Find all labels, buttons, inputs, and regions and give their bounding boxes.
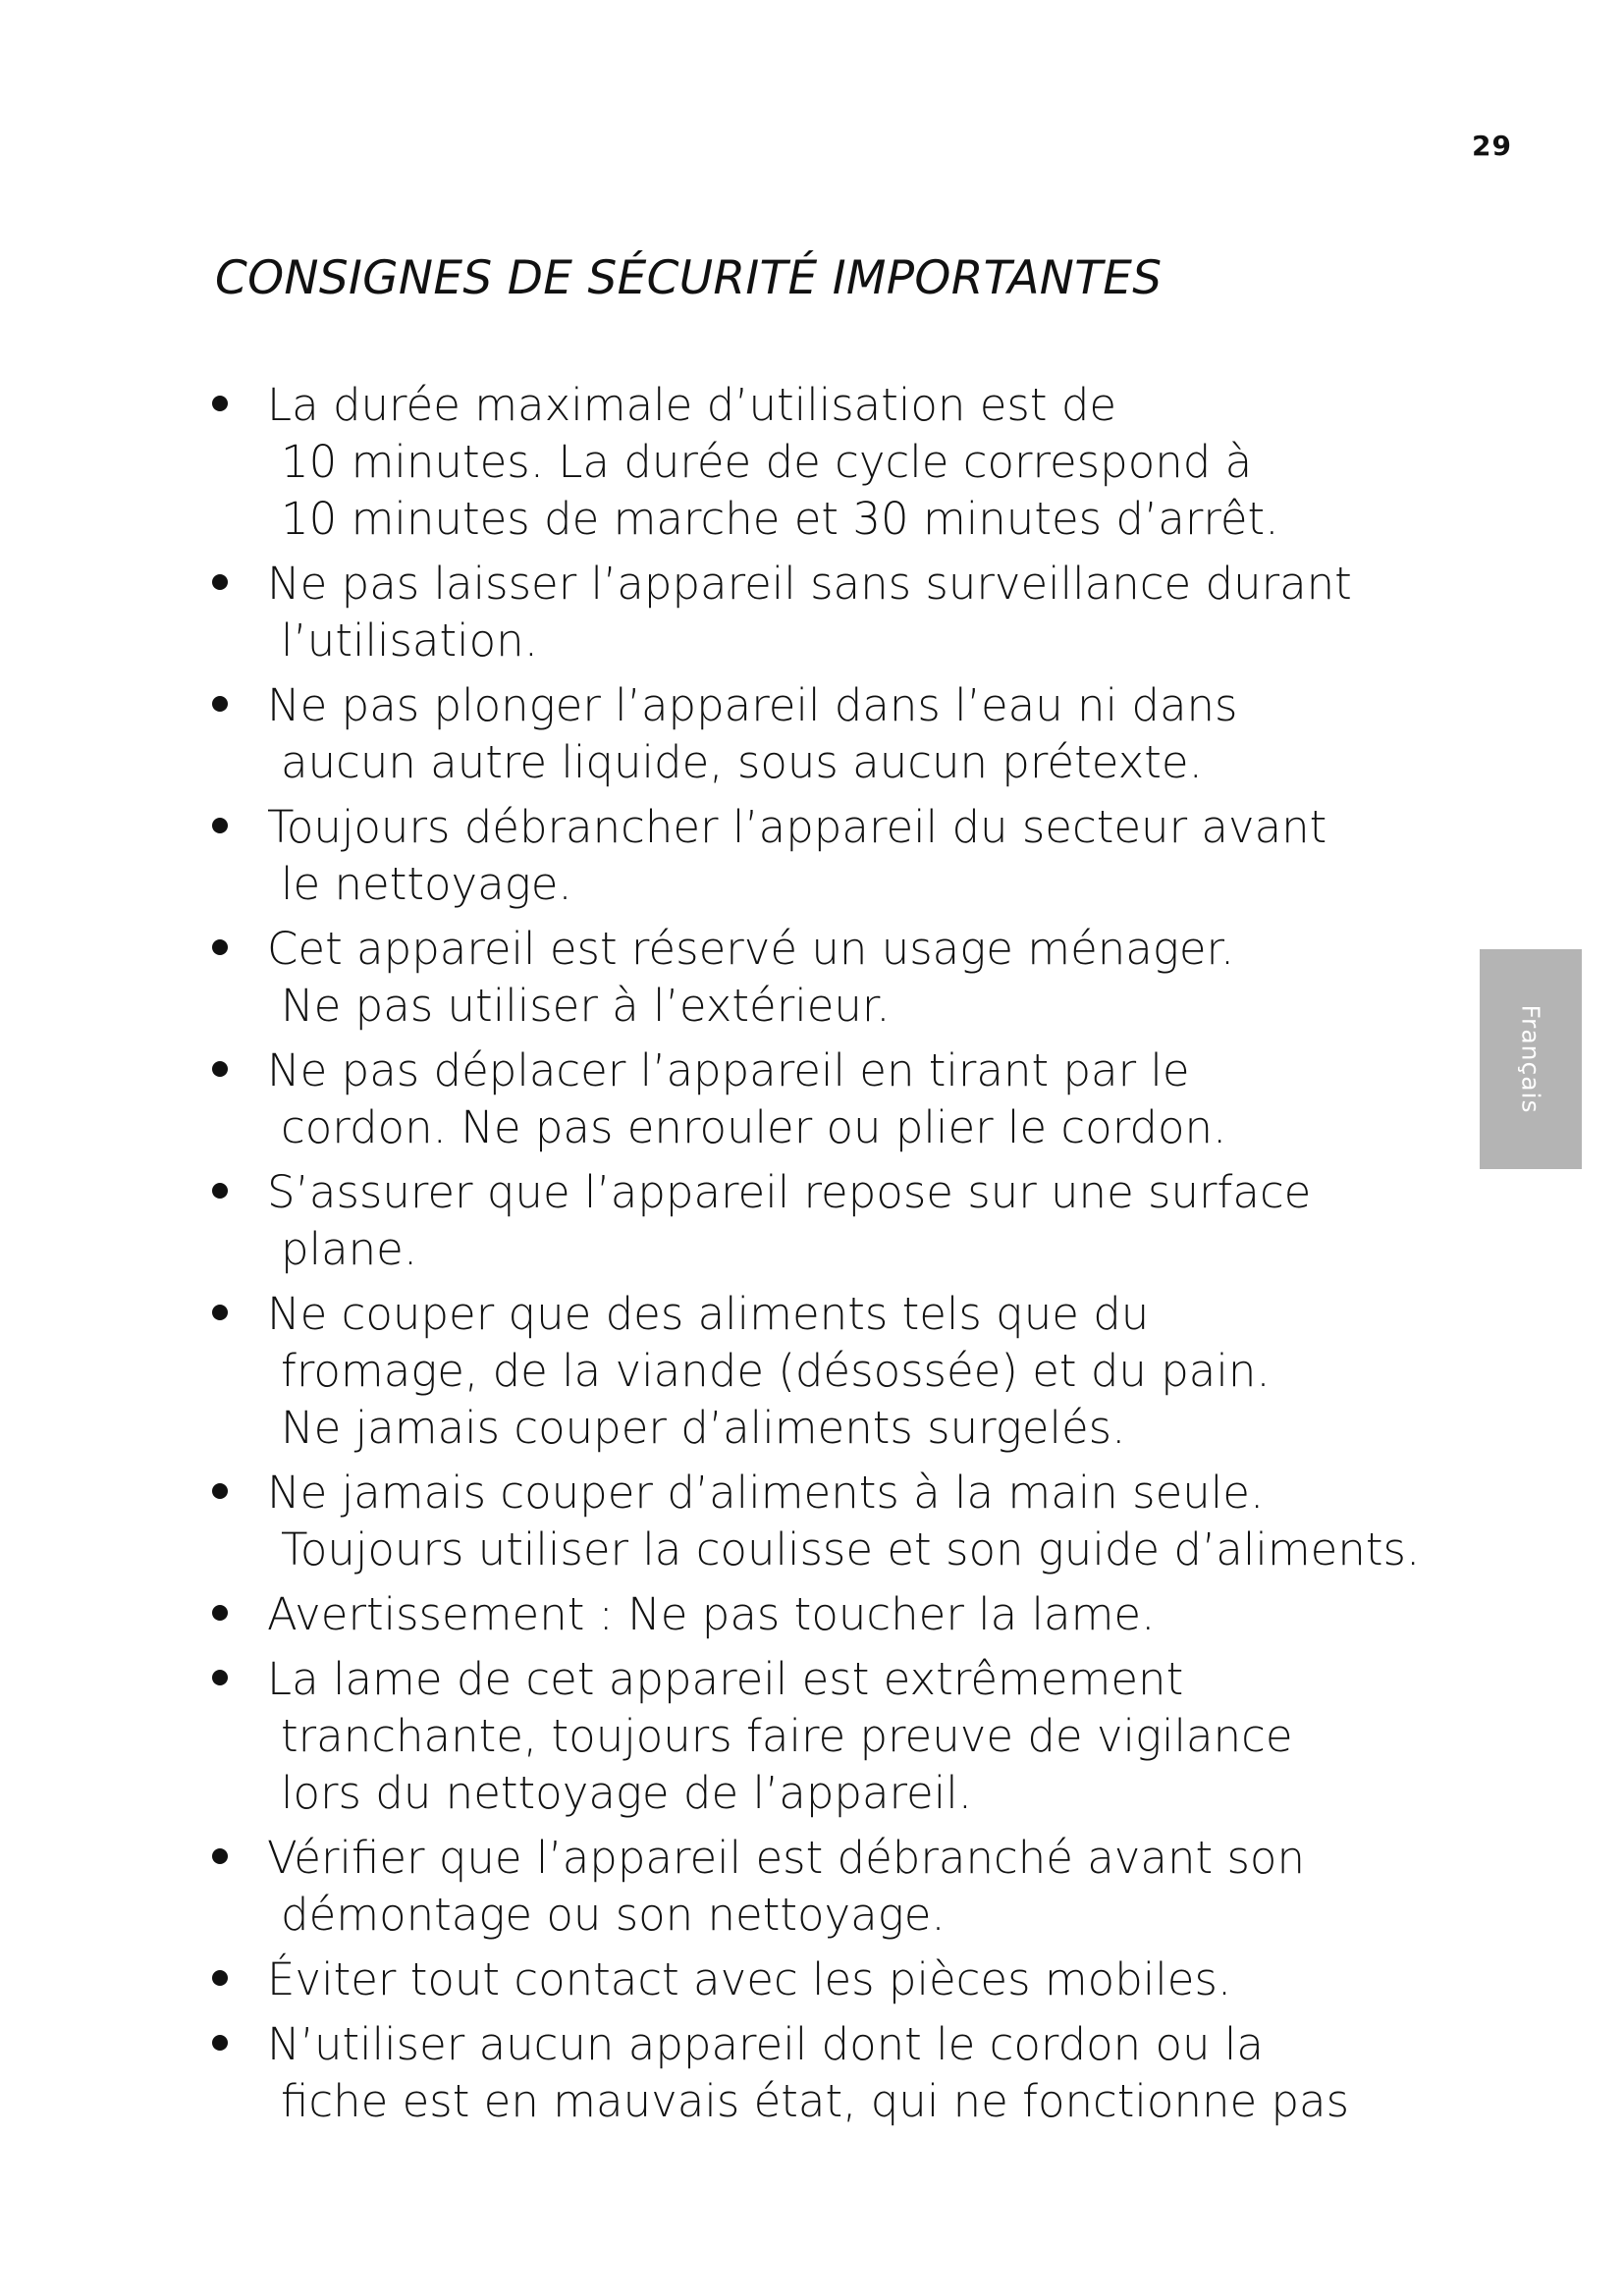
safety-list-item [206, 1164, 1443, 1278]
safety-list-item [206, 799, 1443, 913]
bullet-icon [212, 818, 228, 833]
bullet-icon [212, 396, 228, 411]
safety-item-line: l’utilisation. [281, 614, 539, 667]
safety-item-line: 10 minutes. La durée de cycle correspond à [281, 436, 1253, 488]
safety-item-line: Ne couper que des aliments tels que du [267, 1288, 1150, 1340]
safety-item-line: La durée maximale d’utilisation est de [267, 379, 1117, 431]
safety-item-line: Ne pas plonger l’appareil dans l’eau ni dans [267, 679, 1238, 731]
bullet-icon [212, 939, 228, 955]
safety-item-line: Avertissement : Ne pas toucher la lame. [267, 1588, 1156, 1640]
safety-list-item [206, 556, 1443, 669]
safety-item-line: N’utiliser aucun appareil dont le cordon ou la [267, 2018, 1264, 2070]
safety-item-line: S’assurer que l’appareil repose sur une surface [267, 1166, 1312, 1218]
safety-item-line: fiche est en mauvais état, qui ne fonctionne pas [281, 2075, 1350, 2127]
safety-item-line: Ne pas laisser l’appareil sans surveillance durant [267, 558, 1352, 610]
bullet-icon [212, 1483, 228, 1499]
safety-list-item [206, 1042, 1443, 1156]
bullet-icon [212, 1305, 228, 1320]
bullet-icon [212, 574, 228, 590]
safety-item-line: tranchante, toujours faire preuve de vigilance [281, 1710, 1293, 1762]
safety-list-item [206, 2016, 1443, 2130]
safety-instructions-list [206, 377, 1443, 2138]
safety-item-line: démontage ou son nettoyage. [281, 1889, 946, 1941]
bullet-icon [212, 1670, 228, 1685]
safety-list-item [206, 377, 1443, 548]
bullet-icon [212, 1061, 228, 1077]
safety-list-item [206, 921, 1443, 1035]
safety-item-line: Ne pas utiliser à l’extérieur. [281, 980, 891, 1032]
safety-item-line: Ne jamais couper d’aliments surgelés. [281, 1402, 1126, 1454]
bullet-icon [212, 1183, 228, 1199]
safety-item-line: Vérifier que l’appareil est débranché avant son [267, 1832, 1305, 1884]
language-tab-label: Français [1516, 1004, 1545, 1114]
safety-item-line: 10 minutes de marche et 30 minutes d’arrêt. [281, 493, 1279, 545]
safety-item-line: Toujours utiliser la coulisse et son guide d’aliments. [281, 1523, 1421, 1575]
bullet-icon [212, 1848, 228, 1864]
safety-list-item [206, 677, 1443, 791]
safety-list-item [206, 1951, 1443, 2008]
safety-item-line: aucun autre liquide, sous aucun prétexte. [281, 736, 1203, 788]
safety-item-line: le nettoyage. [281, 858, 572, 910]
safety-item-line: lors du nettoyage de l’appareil. [281, 1767, 973, 1819]
bullet-icon [212, 1970, 228, 1986]
safety-item-line: Ne pas déplacer l’appareil en tirant par le [267, 1044, 1190, 1096]
safety-list-item [206, 1830, 1443, 1944]
safety-item-line: fromage, de la viande (désossée) et du pain. [281, 1345, 1271, 1397]
bullet-icon [212, 2035, 228, 2051]
safety-item-line: cordon. Ne pas enrouler ou plier le cordon. [281, 1101, 1227, 1153]
safety-list-item [206, 1651, 1443, 1822]
bullet-icon [212, 1605, 228, 1621]
safety-item-line: Cet appareil est réservé un usage ménager. [267, 923, 1235, 975]
bullet-icon [212, 696, 228, 712]
safety-item-line: plane. [281, 1223, 418, 1275]
language-tab [1480, 949, 1582, 1169]
safety-list-item [206, 1465, 1443, 1578]
safety-item-line: La lame de cet appareil est extrêmement [267, 1653, 1184, 1705]
safety-list-item [206, 1586, 1443, 1643]
safety-item-line: Éviter tout contact avec les pièces mobiles. [267, 1953, 1232, 2005]
safety-item-line: Ne jamais couper d’aliments à la main seule. [267, 1467, 1265, 1519]
safety-list-item [206, 1286, 1443, 1457]
page-title: CONSIGNES DE SÉCURITÉ IMPORTANTES [215, 251, 1163, 305]
page-number: 29 [1472, 130, 1512, 162]
safety-item-line: Toujours débrancher l’appareil du secteur avant [267, 801, 1327, 853]
